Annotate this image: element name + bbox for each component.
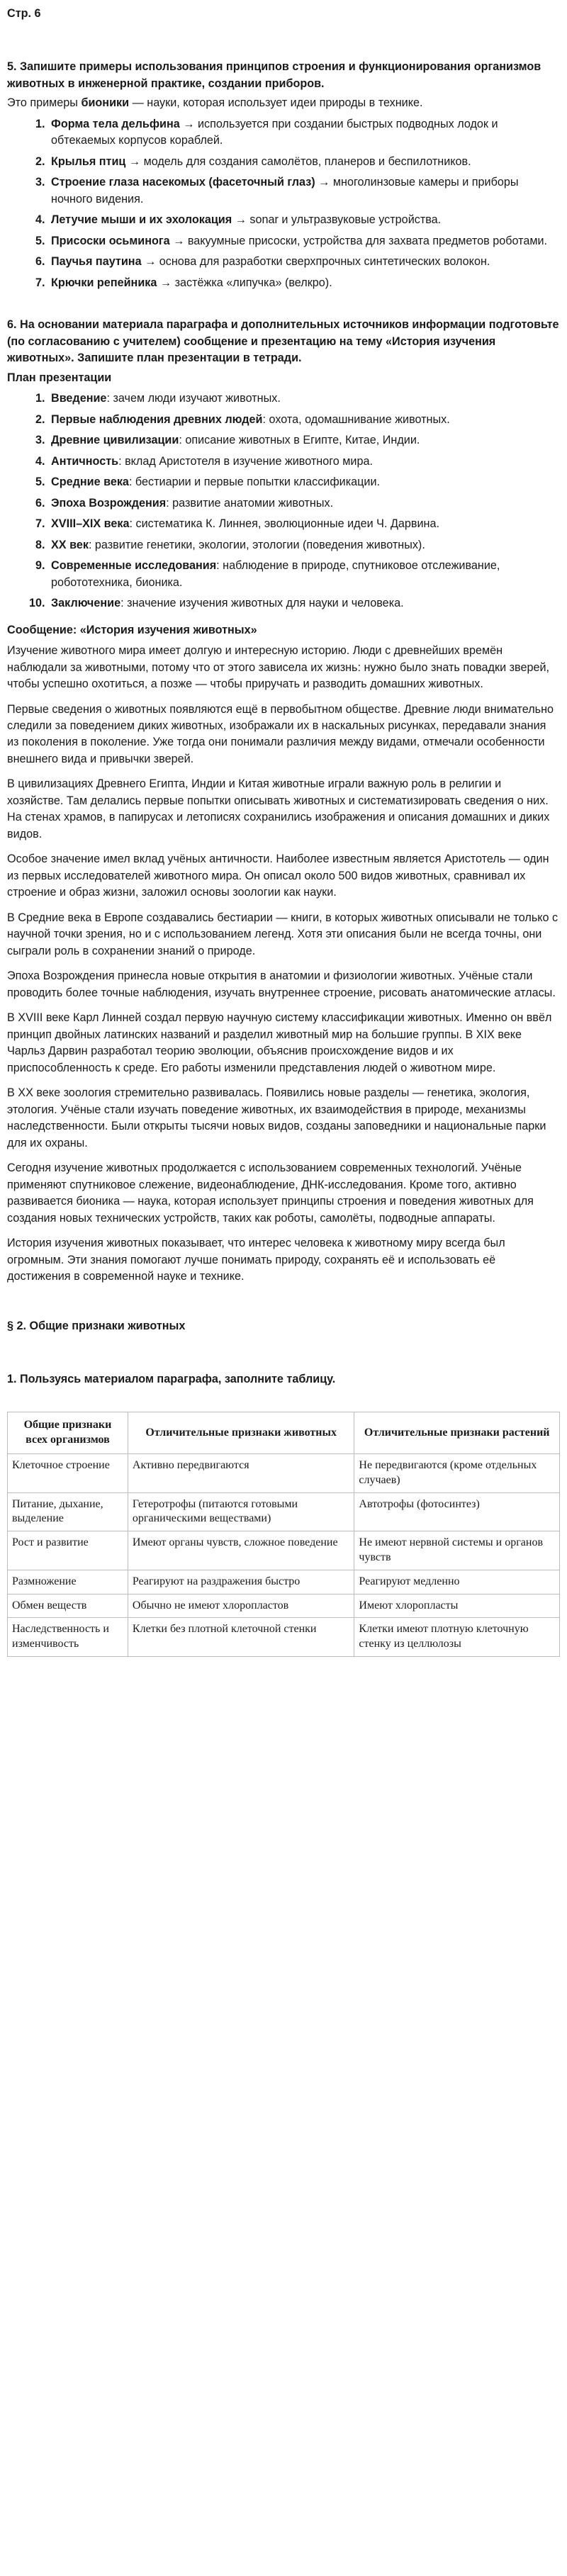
message-heading: Сообщение: «История изучения животных» xyxy=(7,623,257,636)
table-cell: Клетки имеют плотную клеточную стенку из целлюлозы xyxy=(354,1618,560,1657)
table-row xyxy=(8,1454,560,1493)
table-cell: Наследственность и изменчивость xyxy=(8,1618,128,1657)
task5-intro xyxy=(7,95,560,111)
plan-item xyxy=(48,537,560,553)
table-cell: Клеточное строение xyxy=(8,1454,128,1493)
plan-item xyxy=(48,432,560,449)
message-paragraph: История изучения животных показывает, что интерес человека к животному миру всегда был огромным. Эти знания помогают лучше понимать природу, сохранять её и использовать её достижения в современной науке и технике. xyxy=(7,1237,505,1283)
plan-item-term: XVIII–XIX века xyxy=(51,517,130,531)
plan-item xyxy=(48,516,560,532)
example-term: Крючки репейника xyxy=(51,276,157,289)
table-cell: Рост и развитие xyxy=(8,1531,128,1570)
plan-item xyxy=(48,558,560,591)
plan-item-text: : зачем люди изучают животных. xyxy=(106,392,281,405)
plan-item-text: : вклад Аристотеля в изучение животного мира. xyxy=(118,454,373,468)
message-paragraph: В цивилизациях Древнего Египта, Индии и Китая животные играли важную роль в религии и хозяйстве. Там делались первые попытки описывать животных и систематизировать сведения о них. На стенах храмов, в папирусах и летописях сохранились изображения и описания домашних и диких видов. xyxy=(7,777,550,840)
section-heading: § 2. Общие признаки животных xyxy=(7,1319,186,1332)
bionics-example xyxy=(48,174,560,208)
task5-intro-before: Это примеры xyxy=(7,96,82,110)
plan-item-text: : развитие генетики, экологии, этологии (поведения животных). xyxy=(88,538,425,551)
plan-item-term: XX век xyxy=(51,538,89,551)
presentation-plan-list xyxy=(7,390,560,612)
example-text: → застёжка «липучка» (велкро). xyxy=(157,276,332,289)
message-paragraph: Первые сведения о животных появляются ещё в первобытном обществе. Древние люди внимательно следили за поведением диких животных, изображали их в наскальных рисунках, передавали знания из поколения в поколение. Уже тогда они понимали различия между видами, отмечали особенности внешнего вида и привычки зверей. xyxy=(7,702,554,765)
example-term: Летучие мыши и их эхолокация xyxy=(51,213,232,227)
table-cell: Активно передвигаются xyxy=(128,1454,354,1493)
message-paragraph: Особое значение имел вклад учёных античности. Наиболее известным является Аристотель — один из первых исследователей животного мира. Он описал около 500 видов животных, сравнивал их строение и образ жизни, заложил основы зоологии как науки. xyxy=(7,853,549,899)
example-term: Присоски осьминога xyxy=(51,234,170,247)
plan-item xyxy=(48,495,560,512)
plan-item xyxy=(48,390,560,407)
task5-intro-term: бионики xyxy=(81,96,130,110)
table-cell: Имеют хлоропласты xyxy=(354,1594,560,1618)
table-row xyxy=(8,1594,560,1618)
plan-item xyxy=(48,412,560,428)
example-text: → модель для создания самолётов, планеров и беспилотников. xyxy=(125,154,471,168)
plan-item-term: Современные исследования xyxy=(51,559,217,573)
plan-item xyxy=(48,474,560,490)
table-cell: Реагируют на раздражения быстро xyxy=(128,1570,354,1594)
table-cell: Питание, дыхание, выделение xyxy=(8,1492,128,1531)
table-row xyxy=(8,1531,560,1570)
plan-item-text: : охота, одомашнивание животных. xyxy=(262,412,450,426)
plan-item-term: Заключение xyxy=(51,597,121,610)
table-cell: Автотрофы (фотосинтез) xyxy=(354,1492,560,1531)
plan-item-term: Древние цивилизации xyxy=(51,434,179,447)
bionics-example xyxy=(48,275,560,291)
message-paragraph: Изучение животного мира имеет долгую и интересную историю. Люди с древнейших времён наблюдали за животными, потому что от этого зависела их жизнь: нужно было знать повадки зверей, чтобы успешно охотиться, а позже — чтобы приручать и разводить домашних животных. xyxy=(7,644,549,691)
message-paragraph: В XX веке зоология стремительно развивалась. Появились новые разделы — генетика, экология, этология. Учёные стали изучать поведение животных, их взаимодействия в природе, механизмы наследственности. Были открыты тысячи новых видов, созданы заповедники и национальные парки для их охраны. xyxy=(7,1086,546,1149)
table-cell: Имеют органы чувств, сложное поведение xyxy=(128,1531,354,1570)
task6-heading: 6. На основании материала параграфа и дополнительных источников информации подготовьте (по согласованию с учителем) сообщение и презентацию на тему «История изучения животных». Запишите план презентации в тетради. xyxy=(7,318,559,365)
plan-item-term: Эпоха Возрождения xyxy=(51,496,167,510)
table-row xyxy=(8,1618,560,1657)
example-text: → вакуумные присоски, устройства для захвата предметов роботами. xyxy=(169,234,548,247)
table-cell: Обычно не имеют хлоропластов xyxy=(128,1594,354,1618)
message-paragraph: В Средние века в Европе создавались бестиарии — книги, в которых животных описывали не только с научной точки зрения, но и с использованием легенд. Хотя эти описания были не всегда точны, они сыграли роль в сохранении знаний о природе. xyxy=(7,911,558,957)
example-term: Паучья паутина xyxy=(51,255,142,269)
bionics-example xyxy=(48,212,560,228)
bionics-example xyxy=(48,254,560,270)
plan-item-text: : систематика К. Линнея, эволюционные идеи Ч. Дарвина. xyxy=(129,517,439,531)
example-text: → многолинзовые камеры и приборы ночного видения. xyxy=(51,176,519,206)
bionics-example xyxy=(48,116,560,150)
table-cell: Не имеют нервной системы и органов чувств xyxy=(354,1531,560,1570)
traits-table xyxy=(7,1412,560,1657)
example-term: Крылья птиц xyxy=(51,154,126,168)
plan-item xyxy=(48,454,560,470)
table-cell: Клетки без плотной клеточной стенки xyxy=(128,1618,354,1657)
bionics-examples-list xyxy=(7,116,560,291)
message-paragraph: В XVIII веке Карл Линней создал первую научную систему классификации животных. Именно он ввёл принцип двойных латинских названий и разделил животный мир на большие группы. В XIX веке Чарльз Дарвин разработал теорию эволюции, объяснив происхождение видов и их приспособленность к среде. Его работы изменили представления людей о животном мире. xyxy=(7,1011,552,1074)
plan-item-text: : описание животных в Египте, Китае, Индии. xyxy=(179,434,420,447)
plan-item xyxy=(48,595,560,612)
page-number: Стр. 6 xyxy=(7,7,41,20)
plan-item-term: Введение xyxy=(51,392,107,405)
plan-heading: План презентации xyxy=(7,371,112,384)
example-text: → sonar и ультразвуковые устройства. xyxy=(232,213,442,227)
plan-item-term: Первые наблюдения древних людей xyxy=(51,412,263,426)
spacer xyxy=(7,301,560,317)
example-term: Строение глаза насекомых (фасеточный глаз) xyxy=(51,176,315,189)
plan-item-text: : бестиарии и первые попытки классификации. xyxy=(128,476,381,489)
bionics-example xyxy=(48,233,560,249)
example-term: Форма тела дельфина xyxy=(51,117,180,130)
plan-item-text: : наблюдение в природе, спутниковое отслеживание, робототехника, бионика. xyxy=(51,559,500,589)
column-header-animals: Отличительные признаки животных xyxy=(128,1412,354,1454)
plan-item-term: Античность xyxy=(51,454,119,468)
column-header-plants: Отличительные признаки растений xyxy=(354,1412,560,1454)
bionics-example xyxy=(48,154,560,170)
plan-item-text: : значение изучения животных для науки и человека. xyxy=(120,597,404,610)
table-cell: Обмен веществ xyxy=(8,1594,128,1618)
column-header-common: Общие признаки всех организмов xyxy=(8,1412,128,1454)
task5-heading: 5. Запишите примеры использования принципов строения и функционирования организмов животных в инженерной практике, создании приборов. xyxy=(7,60,541,90)
message-paragraph: Эпоха Возрождения принесла новые открытия в анатомии и физиологии животных. Учёные стали проводить более точные наблюдения, изучать внутреннее строение, рисовать анатомические атласы. xyxy=(7,969,556,999)
table-header-row xyxy=(8,1412,560,1454)
example-text: → используется при создании быстрых подводных лодок и обтекаемых корпусов кораблей. xyxy=(51,117,498,147)
message-paragraph: Сегодня изучение животных продолжается с использованием современных технологий. Учёные применяют спутниковое слежение, видеонаблюдение, ДНК-исследования. Кроме того, активно развивается бионика — наука, которая использует принципы строения и поведения животных для создания новых технических устройств, таких как роботы, самолёты, подводные аппараты. xyxy=(7,1162,534,1225)
example-text: → основа для разработки сверхпрочных синтетических волокон. xyxy=(141,255,490,269)
table-cell: Не передвигаются (кроме отдельных случаев) xyxy=(354,1454,560,1493)
table-cell: Реагируют медленно xyxy=(354,1570,560,1594)
task5-intro-after: — науки, которая использует идеи природы в технике. xyxy=(129,96,423,110)
table-cell: Размножение xyxy=(8,1570,128,1594)
plan-item-text: : развитие анатомии животных. xyxy=(166,496,334,510)
table-cell: Гетеротрофы (питаются готовыми органическими веществами) xyxy=(128,1492,354,1531)
plan-item-term: Средние века xyxy=(51,476,129,489)
table-row xyxy=(8,1492,560,1531)
task1-heading: 1. Пользуясь материалом параграфа, заполните таблицу. xyxy=(7,1373,336,1385)
table-row xyxy=(8,1570,560,1594)
